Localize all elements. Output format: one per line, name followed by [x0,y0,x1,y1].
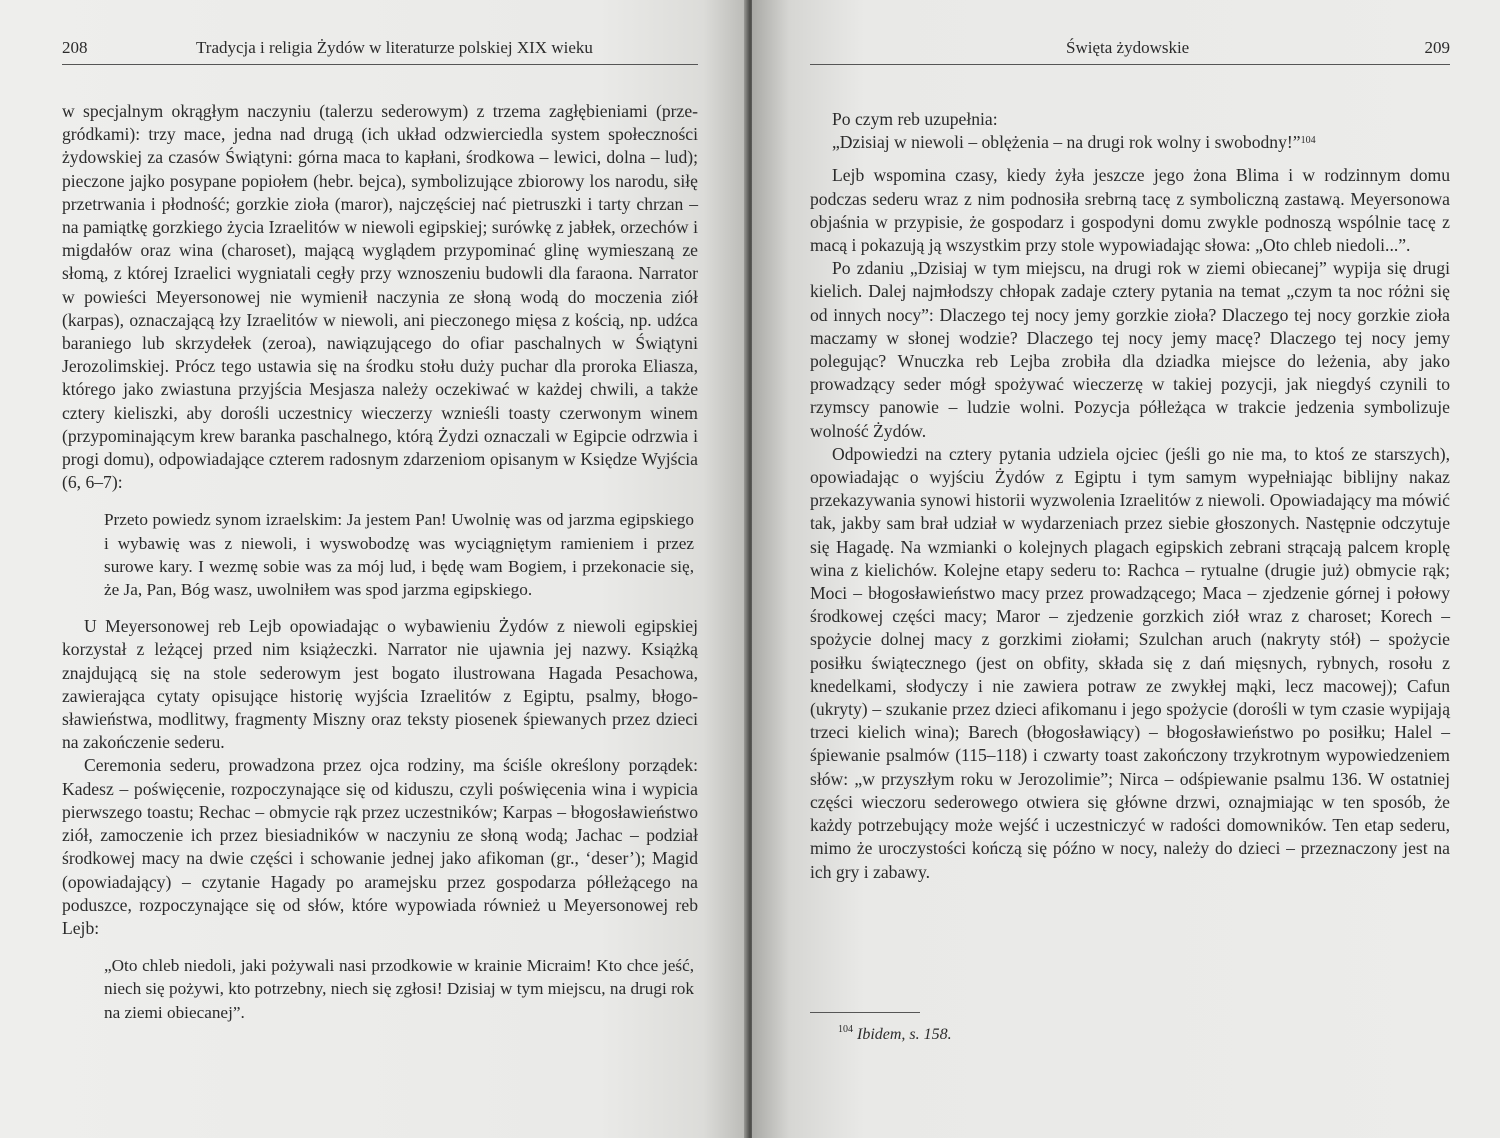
left-page [0,0,748,1138]
left-paragraph-2: U Meyersonowej reb Lejb opowiadając o wybawieniu Żydów z niewoli egipskiej korzystał z leżącej przed nim książeczki. Narrator nie ujawnia jej nazwy. Książką znajdującą się na stole sederowym jest bogato ilustrowana Hagada Pesachowa, zawierająca cytaty opisujące historię wyjścia Izraelitów z Egiptu, psalmy, błogosławieństwa, modlitwy, fragmenty Miszny oraz teksty piosenek śpiewanych przez dzieci na zakończenie sederu. [62,616,698,753]
right-paragraph-3: Po zdaniu „Dzisiaj w tym miejscu, na drugi rok w ziemi obiecanej” wypija się drugi kielich. Dalej najmłodszy chłopak zadaje cztery pytania na temat „czym ta noc różni się od innych nocy”: Dlaczego tej nocy jemy gorzkie zioła? Dlaczego tej nocy gorzkie zioła maczamy w słonej wodzie? Dlaczego tej nocy jemy macę? Dlaczego tej nocy jemy polegując? Wnuczka reb Lejba zrobiła dla dziadka miejsce do leżenia, aby jako prowadzący seder mógł spożywać wieczerzę w takiej pozycji, jak niegdyś czynili to rzymscy panowie – ludzie wolni. Pozycja półleżąca w trakcie jedzenia symbolizuje wolność Żydów. [810,258,1450,441]
footnote-104 [838,1026,952,1044]
left-running-head: Tradycja i religia Żydów w literaturze polskiej XIX wieku [196,38,593,57]
right-page [752,0,1500,1138]
left-page-number: 208 [62,38,88,57]
footnote-text: Ibidem, s. 158. [857,1026,952,1043]
left-body-text [62,100,698,1030]
right-quote-line [810,131,1450,154]
right-body-text [810,108,1450,884]
left-header [62,36,698,65]
right-quote-text: „Dzisiaj w niewoli – oblężenia – na drugi rok wolny i swobodny!” [832,132,1301,153]
right-header [810,36,1450,65]
footnote-number: 104 [838,1024,853,1035]
footnote-ref-104: 104 [1300,135,1316,147]
right-page-number: 209 [1424,38,1450,57]
left-paragraph-1: w specjalnym okrągłym naczyniu (talerzu sederowym) z trzema zagłębieniami (przegródkami): trzy mace, jedna nad drugą (ich układ odzwierciedla system społeczności żydowskiej za czasów Świątyni: górna maca to kapłani, środkowa – lewici, dolna – lud); pieczone jajko posypane popiołem (hebr. bejca), symbolizujące zbiorowy los narodu, siłę przetrwania i płodność; gorzkie zioła (maror), najczęściej nać pietruszki i tarty chrzan – na pamiątkę gorzkiego życia Izraelitów w niewoli egipskiej; surówkę z jabłek, orzechów i migdałów oraz wina (charoset), mającą wyglądem przypominać glinę wymieszaną ze słomą, z której Izraelici wygniatali cegły przy wznoszeniu budowli dla faraona. Narrator w powieści Meyersonowej nie wymienił naczynia ze słoną wodą do moczenia ziół (karpas), oznaczającą łzy Izraelitów w niewoli, ani pieczonego mięsa z kością, np. udźca baraniego lub skrzydełek (zeroa), nawiązującego do ofiar paschalnych w Świątyni Jerozolimskiej. Prócz tego ustawia się na środku stołu duży puchar dla proroka Eliasza, którego jako zwiastuna przyjścia Mesjasza należy oczekiwać w każdej chwili, a także cztery kieliszki, aby dorośli uczestnicy wieczerzy wznieśli toasty czerwonym winem (przypominającym krew baranka paschalnego, którą Żydzi oznaczali w Egipcie odrzwia i progi domu), odpowiadające czterem radosnym zdarzeniom opisanym w Księdze Wyjścia (6, 6–7): [62,101,698,493]
left-block-quote-2: „Oto chleb niedoli, jaki pożywali nasi przodkowie w krainie Micraim! Kto chce jeść, niech się pożywi, kto potrzebny, niech się zgłosi! Dzisiaj w tym miejscu, na drugi rok na ziemi obiecanej”. [104,956,694,1022]
right-paragraph-4: Odpowiedzi na cztery pytania udziela ojciec (jeśli go nie ma, to ktoś ze starszych), opowiadając o wyjściu Żydów z Egiptu i tym samym wypełniając biblijny nakaz przekazywania synowi historii wyzwolenia Izraelitów z niewoli. Opowiadający ma mówić tak, jakby sam brał udział w wydarzeniach przez siebie głoszonych. Następnie odczytuje się Hagadę. Na wzmianki o kolejnych plagach egipskich zebrani strącają palcem kroplę wina z kielichów. Kolejne etapy sederu to: Rachca – rytualne (drugie już) obmycie rąk; Moci – błogosławieństwo macy przez prowadzącego; Maca – zjedzenie górnej i połowy środkowej części macy; Maror – zjedzenie gorzkich ziół wraz z charoset; Korech – spożycie dolnej macy z gorzkimi ziołami; Szulchan aruch (nakryty stół) – spożycie posiłku świątecznego (jest on obfity, składa się z dań mięsnych, rybnych, rosołu z knedelkami, słodyczy i nie zawiera potraw ze zwykłej mąki, lecz macowej); Cafun (ukryty) – szukanie przez dzieci afikomanu i jego spożycie (dorośli w tym czasie wypijają trzeci kielich wina); Barech (błogosławiący) – błogosławieństwo po posiłku; Halel – śpiewanie psalmów (115–118) i czwarty toast zakończony trzykrotnym wypowiedzeniem słów: „w przyszłym roku w Jerozolimie”; Nirca – odśpiewanie psalmu 136. W ostatniej części wieczoru sederowego otwiera się główne drzwi, oznajmiając w ten sposób, że każdy potrzebujący może wejść i uczestniczyć w radości domowników. Ten etap sederu, mimo że uroczystości kończą się późno w nocy, należy do dzieci – przeznaczony jest na ich gry i zabawy. [810,443,1450,882]
right-paragraph-2: Lejb wspomina czasy, kiedy żyła jeszcze jego żona Blima i w rodzinnym domu podczas sederu wraz z nim podnosiła srebrną tacę z symboliczną zastawą. Meyersonowa objaśnia w przypisie, że gospodarz i gospodyni domu zwykle podnoszą wspólnie tacę z macą i pokazują ją wszystkim przy stole wypowiadając słowa: „Oto chleb niedoli...”. [810,165,1450,256]
right-paragraph-1: Po czym reb uzupełnia: [832,109,998,129]
footnote-separator [810,1012,920,1013]
left-block-quote-1: Przeto powiedz synom izraelskim: Ja jestem Pan! Uwolnię was od jarzma egipskiego i wybawię was z niewoli, i wyswobodzę was wyciągniętym ramieniem i przez surowe kary. I wezmę sobie was za mój lud, i będę wam Bogiem, i przekonacie się, że Ja, Pan, Bóg wasz, uwolniłem was spod jarzma egipskiego. [104,510,694,600]
right-running-head: Święta żydowskie [1066,38,1190,57]
left-paragraph-3: Ceremonia sederu, prowadzona przez ojca rodziny, ma ściśle określony porządek: Kadesz – poświęcenie, rozpoczynające się od kiduszu, czyli poświęcenia wina i wypicia pierwszego toastu; Rechac – obmycie rąk przez uczestników; Karpas – błogosławieństwo ziół, zamoczenie ich przez biesiadników w naczyniu ze słoną wodą; Jachac – podział środkowej macy na dwie części i schowanie jednej jako afikoman (gr., ‘deser’); Magid (opowiadający) – czytanie Hagady po aramejsku przez gospodarza półleżącego na poduszce, rozpoczynające się od słów, które wypowiada również u Meyersonowej reb Lejb: [62,755,698,938]
